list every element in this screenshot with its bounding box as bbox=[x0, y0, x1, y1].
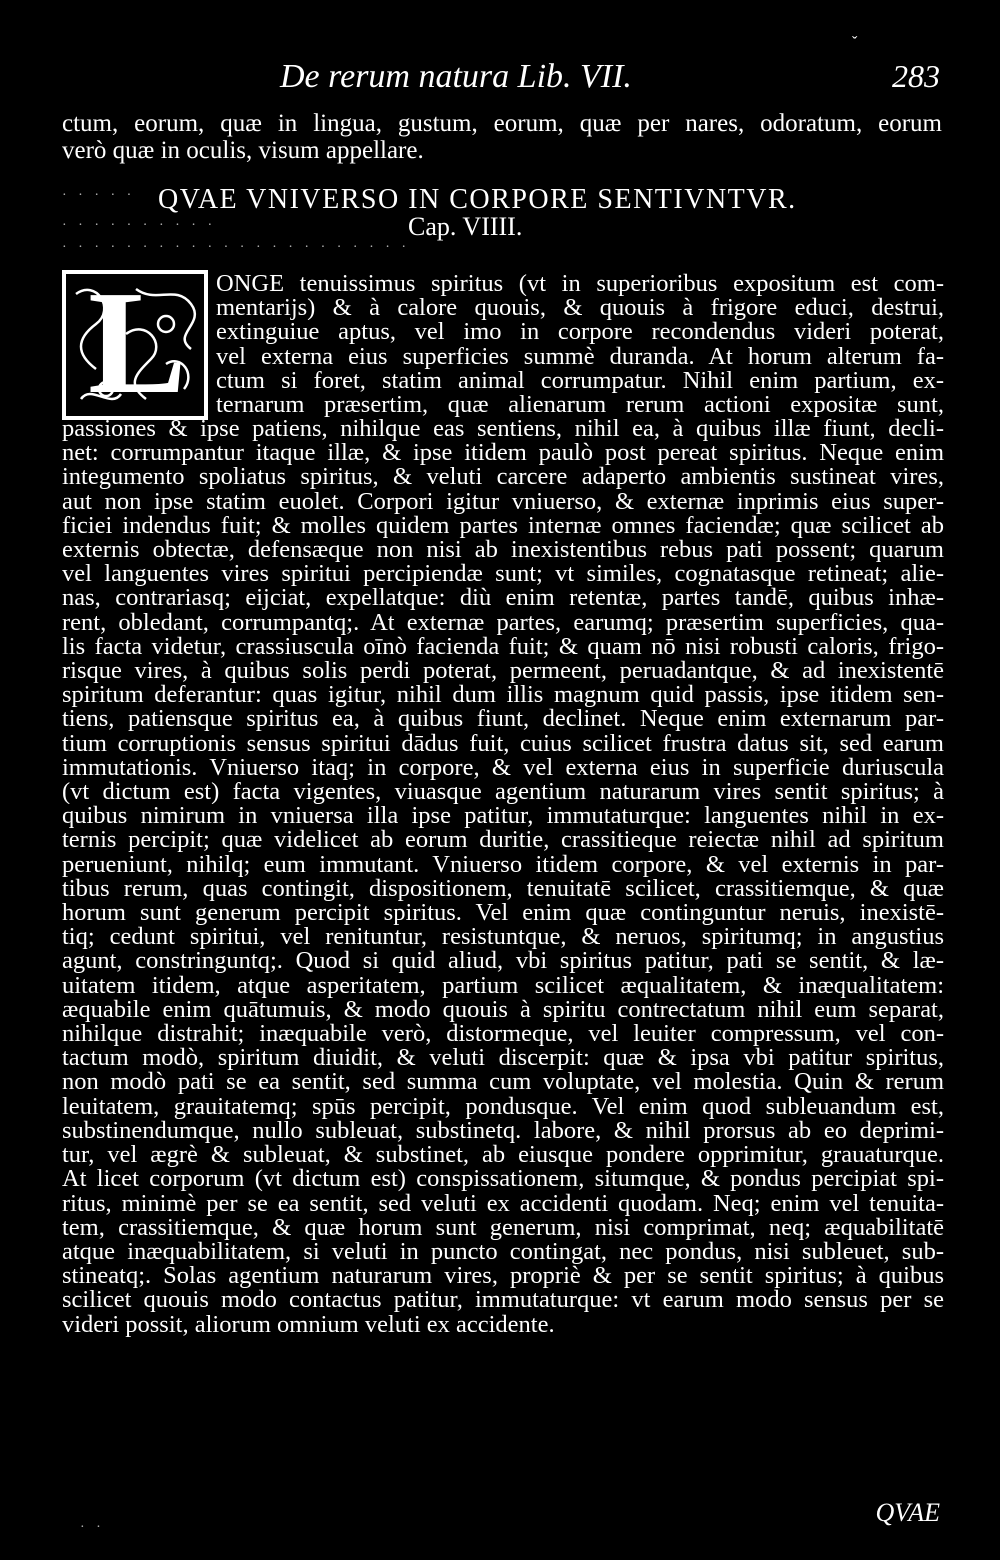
text-line: perueniunt, nihilq; eum immutant. Vniuerso itidem corpore, & vel externis in par- bbox=[62, 852, 944, 877]
print-specks: · · · · · bbox=[62, 188, 136, 203]
text-line: vel externa eius superficies summè duranda. At horum alterum fa- bbox=[216, 344, 944, 369]
text-line: integumento spoliatus spiritus, & veluti carcere adaperto ambientis sustineat vires, bbox=[62, 465, 944, 490]
text-line: immutationis. Vniuerso itaq; in corpore, & vel externa eius in superficie duriuscula bbox=[62, 755, 944, 781]
text-line: non modò pati se ea sentit, sed summa cum voluptate, vel molestia. Quin & rerum bbox=[62, 1070, 944, 1095]
text-line: ritus, minimè per se ea sentit, sed veluti ex accidenti quodam. Neq; enim vel tenuita- bbox=[62, 1191, 944, 1216]
chapter-number: Cap. VIIII. bbox=[408, 212, 523, 241]
text-line: ctum, eorum, quæ in lingua, gustum, eorum, quæ per nares, odoratum, eorum bbox=[62, 110, 942, 137]
text-line: rent, obledant, corrumpantq;. At externæ partes, earumq; præsertim superficies, qua- bbox=[62, 610, 944, 635]
text-line: nas, contrariasq; eijciat, expellatque: diù enim retentæ, partes tandē, quibus inhæ- bbox=[62, 586, 944, 611]
text-line: ONGE tenuissimus spiritus (vt in superioribus expositum est com- bbox=[216, 272, 944, 297]
text-line: spiritum deferantur: quas igitur, nihil dum illis magnum quid passis, ipse itidem sen- bbox=[62, 683, 944, 708]
text-line: ficiei indendus fuit; & molles quidem partes internæ omnes faciendæ; quæ scilicet ab bbox=[62, 513, 944, 539]
text-line: scilicet quouis modo contactus patitur, immutaturque: vt earum modo sensus per se bbox=[62, 1288, 944, 1313]
text-line: tur, vel ægrè & subleuat, & substinet, ab eiusque pondere opprimitur, grauaturque. bbox=[62, 1143, 944, 1168]
print-specks: · · bbox=[80, 1520, 105, 1535]
text-line: tiens, patiensque spiritus ea, à quibus fiunt, declinet. Neque enim externarum par- bbox=[62, 707, 944, 732]
text-line: tem, crassitiemque, & quæ horum sunt generum, nisi comprimat, neq; æquabilitatē bbox=[62, 1215, 944, 1240]
text-line: At licet corporum (vt dictum est) conspissationem, situmque, & pondus percipiat spi- bbox=[62, 1167, 944, 1192]
text-line: tium corruptionis sensus spiritui dādus fuit, cuius scilicet frustra datus sit, sed earum bbox=[62, 731, 944, 756]
text-line: æquabile enim quātumuis, & modo quouis à spiritu contrectatum nihil eum separat, bbox=[62, 997, 944, 1023]
text-line: tactum modò, spiritum diuidit, & veluti discerpit: quæ & ipsa vbi patitur spiritus, bbox=[62, 1046, 944, 1071]
text-line: substinendumque, nullo subleuat, substinetq. labore, & nihil prorsus ab eo deprimi- bbox=[62, 1118, 944, 1144]
text-line: ternis percipit; quæ videlicet ab eorum duritie, crassitieque reiectæ nihil ad spiritum bbox=[62, 828, 944, 853]
text-line: agunt, constringuntq;. Quod si quid aliud, vbi spiritus patitur, pati se sentit, & læ- bbox=[62, 949, 944, 974]
page-number: 283 bbox=[892, 58, 940, 94]
text-line: stineatq;. Solas agentium naturarum vires, propriè & per se sentit spiritus; à quibus bbox=[62, 1264, 944, 1289]
continuation-paragraph bbox=[62, 110, 942, 164]
text-line: mentarijs) & à calore quouis, & quouis à frigore educi, destrui, bbox=[216, 296, 944, 321]
text-line: verò quæ in oculis, visum appellare. bbox=[62, 137, 424, 164]
text-line: externis obtectæ, defensæque non nisi ab inexistentibus rebus pati possent; quarum bbox=[62, 538, 944, 563]
catchword: QVAE bbox=[875, 1498, 940, 1527]
text-line: net: corrumpantur itaque illæ, & ipse itidem paulò post pereat spiritus. Neque enim bbox=[62, 441, 944, 466]
text-line: quibus nimirum in vniuersa illa ipse patitur, immutaturque: languentes nihil in ex- bbox=[62, 804, 944, 829]
decorated-initial bbox=[62, 270, 208, 420]
print-specks: · · · · · · · · · · · · · · · · · · · · · · bbox=[62, 240, 411, 255]
text-line: aut non ipse statim euolet. Corpori igitur vniuerso, & externæ inprimis eius super- bbox=[62, 489, 944, 514]
text-line: lis facta videtur, crassiuscula oīnò facienda fuit; & quam nō nisi robusti caloris, frigo- bbox=[62, 634, 944, 660]
text-line: videri possit, aliorum omnium veluti ex accidente. bbox=[62, 1312, 555, 1337]
chapter-title: QVAE VNIVERSO IN CORPORE SENTIVNTVR. bbox=[158, 184, 797, 215]
page-mark: ˇ bbox=[852, 34, 858, 51]
text-line: atque inæquabilitatem, si veluti in puncto contingat, nec pondus, nisi subleuet, sub- bbox=[62, 1239, 944, 1265]
text-line: uitatem itidem, atque asperitatem, partium scilicet æqualitatem, & inæqualitatem: bbox=[62, 973, 944, 998]
text-line: tibus rerum, quas contingit, dispositionem, tenuitatē scilicet, crassitiemque, & quæ bbox=[62, 876, 944, 902]
text-line: nihilque distrahit; inæquabile verò, distormeque, vel leuiter compressum, vel con- bbox=[62, 1022, 944, 1047]
text-line: extinguiue aptus, vel imo in corpore recondendus videri poterat, bbox=[216, 320, 944, 345]
text-line: risque vires, à quibus solis perdi poterat, permeent, peruadantque, & ad inexistentē bbox=[62, 659, 944, 684]
text-line: leuitatem, grauitatemq; spūs percipit, pondusque. Vel enim quod subleuandum est, bbox=[62, 1094, 944, 1119]
text-line: passiones & ipse patiens, nihilque eas sentiens, nihil ea, à quibus illæ fiunt, decli- bbox=[62, 417, 944, 442]
text-line: ternarum præsertim, quæ alienarum rerum actioni expositæ sunt, bbox=[216, 393, 944, 418]
paragraph-body bbox=[62, 417, 944, 1337]
text-line: tiq; cedunt spiritui, vel renituntur, resistuntque, & neruos, spiritumq; in angustius bbox=[62, 925, 944, 950]
text-line: ctum si foret, statim animal corrumpatur. Nihil enim partium, ex- bbox=[216, 368, 944, 394]
text-line: vel languentes vires spiritui percipiendæ sunt; vt similes, cognatasque retineat; alie- bbox=[62, 562, 944, 587]
text-line: (vt dictum est) facta vigentes, viuasque agentium naturarum vires sentit spiritus; à bbox=[62, 780, 944, 805]
print-specks: · · · · · · · · · · bbox=[62, 218, 217, 233]
initial-letter: L bbox=[88, 270, 187, 420]
running-header bbox=[280, 58, 940, 98]
paragraph-opening bbox=[216, 272, 944, 417]
text-line: horum sunt generum percipit spiritus. Vel enim quæ continguntur neruis, inexistē- bbox=[62, 901, 944, 926]
running-title: De rerum natura Lib. VII. bbox=[280, 58, 632, 95]
